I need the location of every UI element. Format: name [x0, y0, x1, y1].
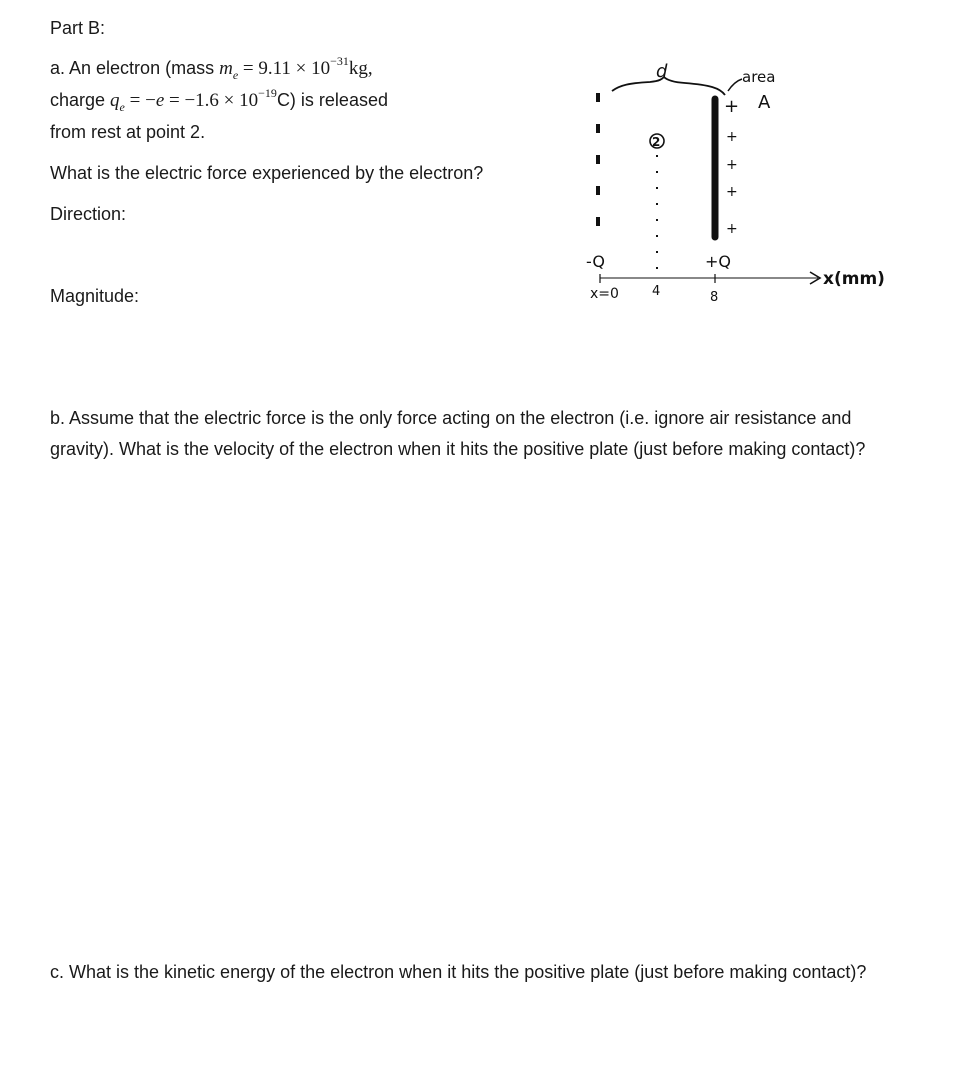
question-b: b. Assume that the electric force is the only force acting on the electron (i.e. ignore air resistance and gravity). What is the velocity of the electron when it hits the positive plate (just before making contact)?: [50, 408, 866, 459]
pos-plate-label: +Q: [705, 252, 731, 271]
question-a-question: What is the electric force experienced by the electron?: [50, 163, 484, 183]
question-c: c. What is the kinetic energy of the electron when it hits the positive plate (just before making contact)?: [50, 962, 867, 982]
tick-label-x0: x=0: [590, 286, 619, 302]
plus-sign: +: [726, 221, 738, 237]
neg-plate-label: -Q: [586, 252, 605, 271]
label-A: A: [758, 92, 771, 113]
charge-prefix: charge: [50, 90, 111, 110]
label-d: d: [656, 61, 668, 82]
point-2-label: 2: [652, 135, 661, 149]
d-bracket: [612, 77, 725, 95]
magnitude-label: Magnitude:: [50, 286, 140, 306]
axis-label: x(mm): [823, 269, 885, 289]
charge-suffix: C) is released: [276, 90, 388, 110]
part-title: Part B:: [50, 18, 106, 38]
area-pointer: [728, 79, 742, 91]
charge-expression: $q_e = -e = -1.6 \times 10^{-19}$: [110, 85, 277, 114]
tick-label-8: 8: [710, 290, 719, 305]
plus-sign: +: [726, 129, 738, 145]
question-a-prefix: a. An electron (mass: [50, 58, 220, 78]
tick-label-4: 4: [652, 284, 661, 299]
direction-label: Direction:: [50, 204, 127, 224]
plus-sign: +: [726, 157, 738, 173]
question-a-line1: [50, 52, 373, 85]
question-a-line2: [50, 84, 388, 117]
question-a-line3: from rest at point 2.: [50, 122, 206, 142]
plus-sign: +: [726, 184, 738, 200]
label-area: area: [742, 68, 776, 86]
mass-expression: $m_e = 9.11 \times 10^{-31}kg$,: [219, 53, 373, 82]
plus-sign: +: [724, 96, 740, 117]
capacitor-diagram: [560, 55, 900, 320]
